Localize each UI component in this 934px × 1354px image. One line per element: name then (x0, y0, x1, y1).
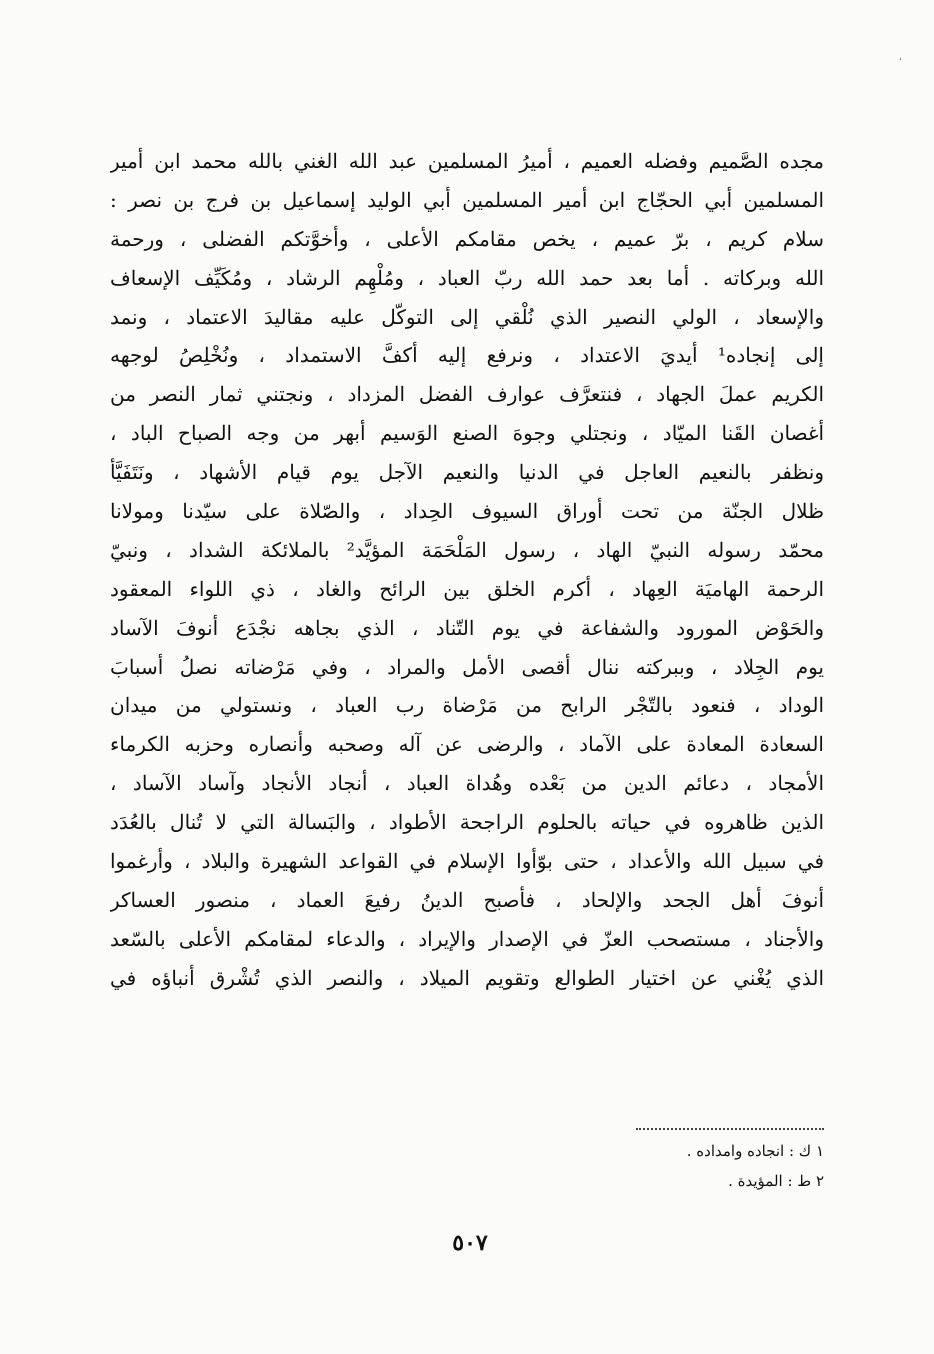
text-line: الوداد ، فنعود بالتّجْر الرابح من مَرْضاة رب العباد ، ونستولي من ميدان (110, 693, 824, 718)
text-line: أغصان القَنا الميّاد ، ونجتلي وجوهَ الصنع الوَسيم أبهر من وجه الصباح الباد ، (110, 421, 824, 446)
main-text-block (110, 142, 824, 998)
text-line: الله وبركاته . أما بعد حمد الله ربّ العباد ، ومُلْهِم الرشاد ، ومُكَيِّف الإسعاف (110, 265, 824, 290)
text-line: الكريم عملَ الجهاد ، فنتعرَّف عوارف الفضل المزداد ، ونجتني ثمار النصر من (110, 382, 824, 407)
text-line: الرحمة الهاميَة العِهاد ، أكرم الخلق بين الرائح والغاد ، ذي اللواء المعقود (110, 576, 824, 601)
text-line: سلام كريم ، برّ عميم ، يخص مقامكم الأعلى ، وأخوَّتكم الفضلى ، ورحمة (110, 226, 824, 251)
text-line: يوم الجِلاد ، وببركته ننال أقصى الأمل والمراد ، وفي مَرْضاته نصلُ أسبابَ (110, 654, 824, 679)
text-line: والأجناد ، مستصحب العزّ في الإصدار والإيراد ، والدعاء لمقامكم الأعلى بالسّعد (110, 926, 824, 951)
footnote-separator (636, 1128, 824, 1130)
text-line: ونظفر بالنعيم العاجل في الدنيا والنعيم الآجل يوم قيام الأشهاد ، ونَتَفَيَّأ (110, 460, 824, 485)
text-line: والإسعاد ، الولي النصير الذي نُلْقي إلى التوكّل عليه مقاليدَ الاعتماد ، ونمد (110, 304, 824, 329)
page-number: ٥٠٧ (452, 1230, 488, 1256)
text-line: إلى إنجاده¹ أيديَ الاعتداد ، ونرفع إليه أكفَّ الاستمداد ، ونُخْلِصُ لوجهه (110, 343, 824, 368)
footnote: ٢ ط : المؤيدة . (728, 1172, 824, 1190)
text-line: مجده الصَّميم وفضله العميم ، أميرُ المسلمين عبد الله الغني بالله محمد ابن أمير (110, 149, 824, 173)
text-line: الأمجاد ، دعائم الدين من بَعْده وهُداة العباد ، أنجاد الأنجاد وآساد الآساد ، (110, 771, 824, 796)
text-line: ظلال الجنّة من تحت أوراق السيوف الحِداد ، والصّلاة على سيّدنا ومولانا (110, 499, 824, 524)
corner-mark: ، (898, 52, 902, 63)
text-line: السعادة المعادة على الآماد ، والرضى عن آله وصحبه وأنصاره وحزبه الكرماء (110, 732, 824, 757)
text-line: الذين ظاهروه في حياته بالحلوم الراجحة الأطواد ، والبَسالة التي لا تُنال بالعُدَد (110, 810, 824, 835)
text-line: محمّد رسوله النبيّ الهاد ، رسول المَلْحَمَة المؤيَّد² بالملائكة الشداد ، ونبيّ (110, 537, 824, 562)
footnotes (400, 1136, 824, 1196)
text-line: الذي يُغْني عن اختيار الطوالع وتقويم الميلاد ، والنصر الذي تُشْرق أنباؤه في (110, 965, 824, 990)
text-line: أنوفَ أهل الجحد والإلحاد ، فأصبح الدينُ رفيعَ العماد ، منصور العساكر (110, 887, 824, 912)
text-line: المسلمين أبي الحجّاج ابن أمير المسلمين أبي الوليد إسماعيل بن فرج بن نصر : (110, 187, 824, 212)
text-line: والحَوْض المورود والشفاعة في يوم التّناد ، الذي بجاهه نجْدَع أنوفَ الآساد (110, 615, 824, 640)
text-line: في سبيل الله والأعداد ، حتى بوّأوا الإسلام في القواعد الشهيرة والبلاد ، وأرغموا (110, 849, 824, 874)
footnote: ١ ك : انجاده وامداده . (686, 1142, 824, 1160)
